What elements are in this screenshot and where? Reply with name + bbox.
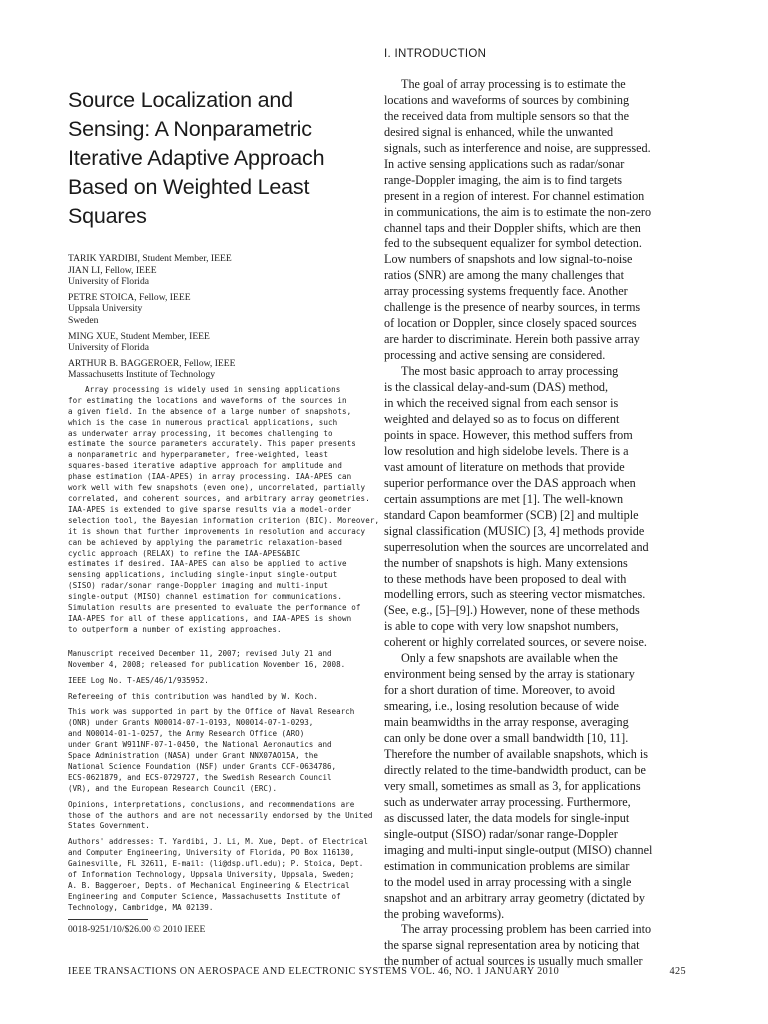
abstract-line: to outperform a number of existing approaches. (68, 624, 282, 634)
body-line: estimation in communication problems are similar (384, 858, 630, 873)
footnote-line: States Government. (68, 821, 150, 831)
body-line: in communications, the aim is to estimate the non-zero (384, 204, 652, 219)
body-line: present in a region of interest. For channel estimation (384, 188, 645, 203)
body-line: in which the received signal from each sensor is (384, 396, 619, 411)
footnote (68, 837, 368, 913)
body-line: certain assumptions are met [1]. The well-known (384, 491, 624, 506)
title-line: Sensing: A Nonparametric (68, 117, 312, 141)
right-column (384, 47, 694, 970)
abstract-line: selection tool, the Bayesian information criterion (BIC). Moreover, (68, 515, 380, 525)
title-line: Based on Weighted Least (68, 175, 310, 199)
author-line: University of Florida (68, 276, 150, 288)
body-line: directly related to the time-bandwidth product, can be (384, 762, 646, 777)
body-line: to these methods have been proposed to deal with (384, 571, 627, 586)
abstract-line: IAA-APES is extended to give sparse results via a model-order (68, 504, 352, 514)
page-footer (68, 966, 686, 977)
abstract-line: can be achieved by applying the parametric relaxation-based (68, 537, 342, 547)
footnote-line: (VR), and the European Research Council (ERC). (68, 783, 278, 793)
author-line: JIAN LI, Fellow, IEEE (68, 264, 157, 276)
footnote (68, 676, 368, 687)
abstract-line: it is shown that further improvements in resolution and accuracy (68, 526, 366, 536)
body-line: processing and active sensing are considered. (384, 348, 606, 363)
footnotes (68, 648, 373, 914)
author-line: TARIK YARDIBI, Student Member, IEEE (68, 253, 232, 264)
page-number: 425 (669, 966, 686, 977)
abstract-line: sensing applications, including single-input single-output (68, 570, 338, 580)
abstract (68, 384, 380, 636)
author-block (68, 253, 368, 288)
body-line: low resolution and high sidelobe levels. There is a (384, 443, 629, 458)
body-line: channel taps and their Doppler shifts, which are then (384, 220, 641, 235)
abstract-line: estimates if desired. IAA-APES can also be applied to active (68, 559, 347, 569)
footnote-line: ECS-0621879, and ECS-0729727, the Swedish Research Council (68, 772, 332, 782)
body-line: locations and waveforms of sources by combining (384, 92, 630, 107)
body-text (384, 77, 694, 970)
footnote-line: Engineering and Computer Science, Massachusetts Institute of (68, 891, 341, 901)
footnote-line: Technology, Cambridge, MA 02139. (68, 902, 214, 912)
footnote-line: Opinions, interpretations, conclusions, and recommendations are (68, 799, 355, 809)
body-line: are harder to discriminate. Herein both passive array (384, 332, 640, 347)
footnote-line: National Science Foundation (NSF) under Grants CCF-0634786, (68, 761, 337, 771)
abstract-line: phase estimation (IAA-APES) in array processing. IAA-APES can (68, 472, 352, 482)
body-line: is able to cope with very low snapshot numbers, (384, 619, 619, 634)
body-line: smearing, i.e., losing resolution because of wide (384, 699, 619, 714)
abstract-line: estimate the source parameters accurately. This paper presents (68, 439, 356, 449)
body-line: single-output (SISO) radar/sonar range-Doppler (384, 826, 618, 841)
body-line: the probing waveforms). (384, 906, 505, 921)
body-line: as discussed later, the data models for single-input (384, 810, 630, 825)
title-line: Source Localization and (68, 88, 293, 112)
body-line: ratios (SNR) are among the many challenges that (384, 268, 624, 283)
body-line: is the classical delay-and-sum (DAS) method, (384, 380, 609, 395)
body-line: challenge is the presence of nearby sources, in terms (384, 300, 641, 315)
author-line: Sweden (68, 314, 99, 326)
body-line: vast amount of literature on methods that provide (384, 459, 625, 474)
abstract-line: Simulation results are presented to evaluate the performance of (68, 603, 361, 613)
footnote-line: those of the authors and are not necessarily endorsed by the United (68, 810, 373, 820)
body-line: such as underwater array processing. Furthermore, (384, 794, 631, 809)
body-line: Only a few snapshots are available when the (401, 651, 618, 666)
abstract-line: cyclic approach (RELAX) to refine the IAA-APES&BIC (68, 548, 301, 558)
body-line: weighted and delayed so as to focus on different (384, 411, 620, 426)
footnote (68, 649, 368, 671)
abstract-line: work well with few snapshots (even one), uncorrelated, partially (68, 483, 366, 493)
body-line: of location or Doppler, since closely spaced sources (384, 316, 637, 331)
body-line: environment being sensed by the array is stationary (384, 667, 635, 682)
body-line: very small, sometimes as small as 3, for applications (384, 778, 641, 793)
body-line: can only be done over a small bandwidth [10, 11]. (384, 731, 629, 746)
body-line: range-Doppler imaging, the aim is to find targets (384, 172, 623, 187)
author-line: Uppsala University (68, 303, 143, 315)
abstract-line: (SISO) radar/sonar range-Doppler imaging and multi-input (68, 581, 329, 591)
footnote-line: Manuscript received December 11, 2007; revised July 21 and (68, 648, 332, 658)
body-line: coherent or highly correlated sources, or severe noise. (384, 635, 647, 650)
body-line: In active sensing applications such as radar/sonar (384, 156, 625, 171)
footnote (68, 799, 373, 833)
author-line: Massachusetts Institute of Technology (68, 369, 216, 381)
body-line: standard Capon beamformer (SCB) [2] and multiple (384, 507, 639, 522)
abstract-line: a nonparametric and hyperparameter, free-weighted, least (68, 450, 329, 460)
footnote-line: This work was supported in part by the Office of Naval Research (68, 707, 355, 717)
author-line: University of Florida (68, 342, 150, 354)
footnote-line: (ONR) under Grants N00014-07-1-0193, N00014-07-1-0293, (68, 718, 314, 728)
footnote-line: Space Administration (NASA) under Grant NNX07AO15A, the (68, 751, 318, 761)
title-line: Squares (68, 204, 147, 228)
abstract-line: Array processing is widely used in sensing applications (85, 384, 341, 394)
footnote (68, 707, 368, 794)
body-line: modelling errors, such as steering vector mismatches. (384, 587, 646, 602)
title-line: Iterative Adaptive Approach (68, 146, 325, 170)
abstract-line: for estimating the locations and waveforms of the sources in (68, 395, 347, 405)
footnote-line: under Grant W911NF-07-1-0450, the National Aeronautics and (68, 740, 332, 750)
footnote (68, 692, 368, 703)
body-line: The most basic approach to array processing (401, 364, 619, 379)
body-line: fed to the subsequent equalizer for symbol detection. (384, 236, 642, 251)
body-line: points in space. However, this method suffers from (384, 427, 633, 442)
body-line: the number of actual sources is usually much smaller (384, 954, 643, 969)
abstract-line: correlated, and coherent sources, and arbitrary array geometries. (68, 494, 370, 503)
body-line: to the model used in array processing with a single (384, 874, 632, 889)
body-line: the sparse signal representation area by noticing that (384, 938, 640, 953)
body-line: signal classification (MUSIC) [3, 4] methods provide (384, 523, 645, 538)
paper-title (68, 86, 368, 231)
footnote-line: and Computer Engineering, University of Florida, PO Box 116130, (68, 848, 355, 858)
left-column (68, 86, 380, 935)
abstract-line: as underwater array processing, it becomes challenging to (68, 428, 333, 438)
body-line: imaging and multi-input single-output (MISO) channel (384, 842, 653, 857)
footnote-line: Gainesville, FL 32611, E-mail: (li@dsp.ufl.edu); P. Stoica, Dept. (68, 859, 364, 869)
abstract-line: which is the case in numerous practical applications, such (68, 417, 338, 427)
author-line: ARTHUR B. BAGGEROER, Fellow, IEEE (68, 357, 236, 369)
body-line: main beamwidths in the array response, averaging (384, 715, 629, 730)
abstract-line: single-output (MISO) channel estimation for communications. (68, 592, 342, 602)
footnote-line: Authors' addresses: T. Yardibi, J. Li, M. Xue, Dept. of Electrical (68, 837, 368, 847)
author-block (68, 331, 368, 354)
journal-name: IEEE TRANSACTIONS ON AEROSPACE AND ELECTRONIC SYSTEMS VOL. 46, NO. 1 JANUARY 2010 (68, 966, 560, 977)
body-line: (See, e.g., [5]–[9].) However, none of these methods (384, 603, 640, 618)
copyright-line: 0018-9251/10/$26.00 © 2010 IEEE (68, 923, 206, 935)
body-line: superresolution when the sources are uncorrelated and (384, 539, 649, 554)
footnote-line: and N00014-01-1-0257, the Army Research Office (ARO) (68, 729, 305, 739)
divider (68, 919, 148, 920)
body-line: array processing systems frequently face. Another (384, 284, 628, 299)
section-heading: I. INTRODUCTION (384, 48, 487, 60)
body-line: the received data from multiple sensors so that the (384, 108, 630, 123)
body-line: snapshot and an arbitrary array geometry (dictated by (384, 890, 645, 905)
body-line: the number of snapshots is high. Many extensions (384, 555, 628, 570)
body-line: signals, such as interference and noise, are suppressed. (384, 140, 651, 155)
body-line: The array processing problem has been carried into (401, 922, 652, 937)
body-line: superior performance over the DAS approach when (384, 475, 636, 490)
abstract-line: IAA-APES for all of these applications, and IAA-APES is shown (68, 613, 352, 623)
body-line: for a short duration of time. Moreover, to avoid (384, 683, 616, 698)
footnote-line: of Information Technology, Uppsala University, Uppsala, Sweden; (68, 870, 355, 880)
abstract-line: a given field. In the absence of a large number of snapshots, (68, 406, 352, 416)
body-line: desired signal is enhanced, while the unwanted (384, 124, 614, 139)
author-list (68, 253, 368, 381)
author-block (68, 358, 368, 381)
body-line: Low numbers of snapshots and low signal-to-noise (384, 252, 633, 267)
abstract-line: squares-based iterative adaptive approach for amplitude and (68, 461, 342, 471)
author-block (68, 292, 368, 327)
body-line: Therefore the number of available snapshots, which is (384, 746, 648, 761)
author-line: MING XUE, Student Member, IEEE (68, 330, 210, 342)
body-line: The goal of array processing is to estimate the (401, 76, 626, 91)
footnote-line: November 4, 2008; released for publication November 16, 2008. (68, 659, 346, 669)
footnote-line: A. B. Baggeroer, Depts. of Mechanical Engineering & Electrical (68, 881, 350, 890)
footnote-line: Refereeing of this contribution was handled by W. Koch. (68, 691, 318, 701)
author-line: PETRE STOICA, Fellow, IEEE (68, 291, 191, 303)
footnote-line: IEEE Log No. T-AES/46/1/935952. (68, 675, 209, 685)
